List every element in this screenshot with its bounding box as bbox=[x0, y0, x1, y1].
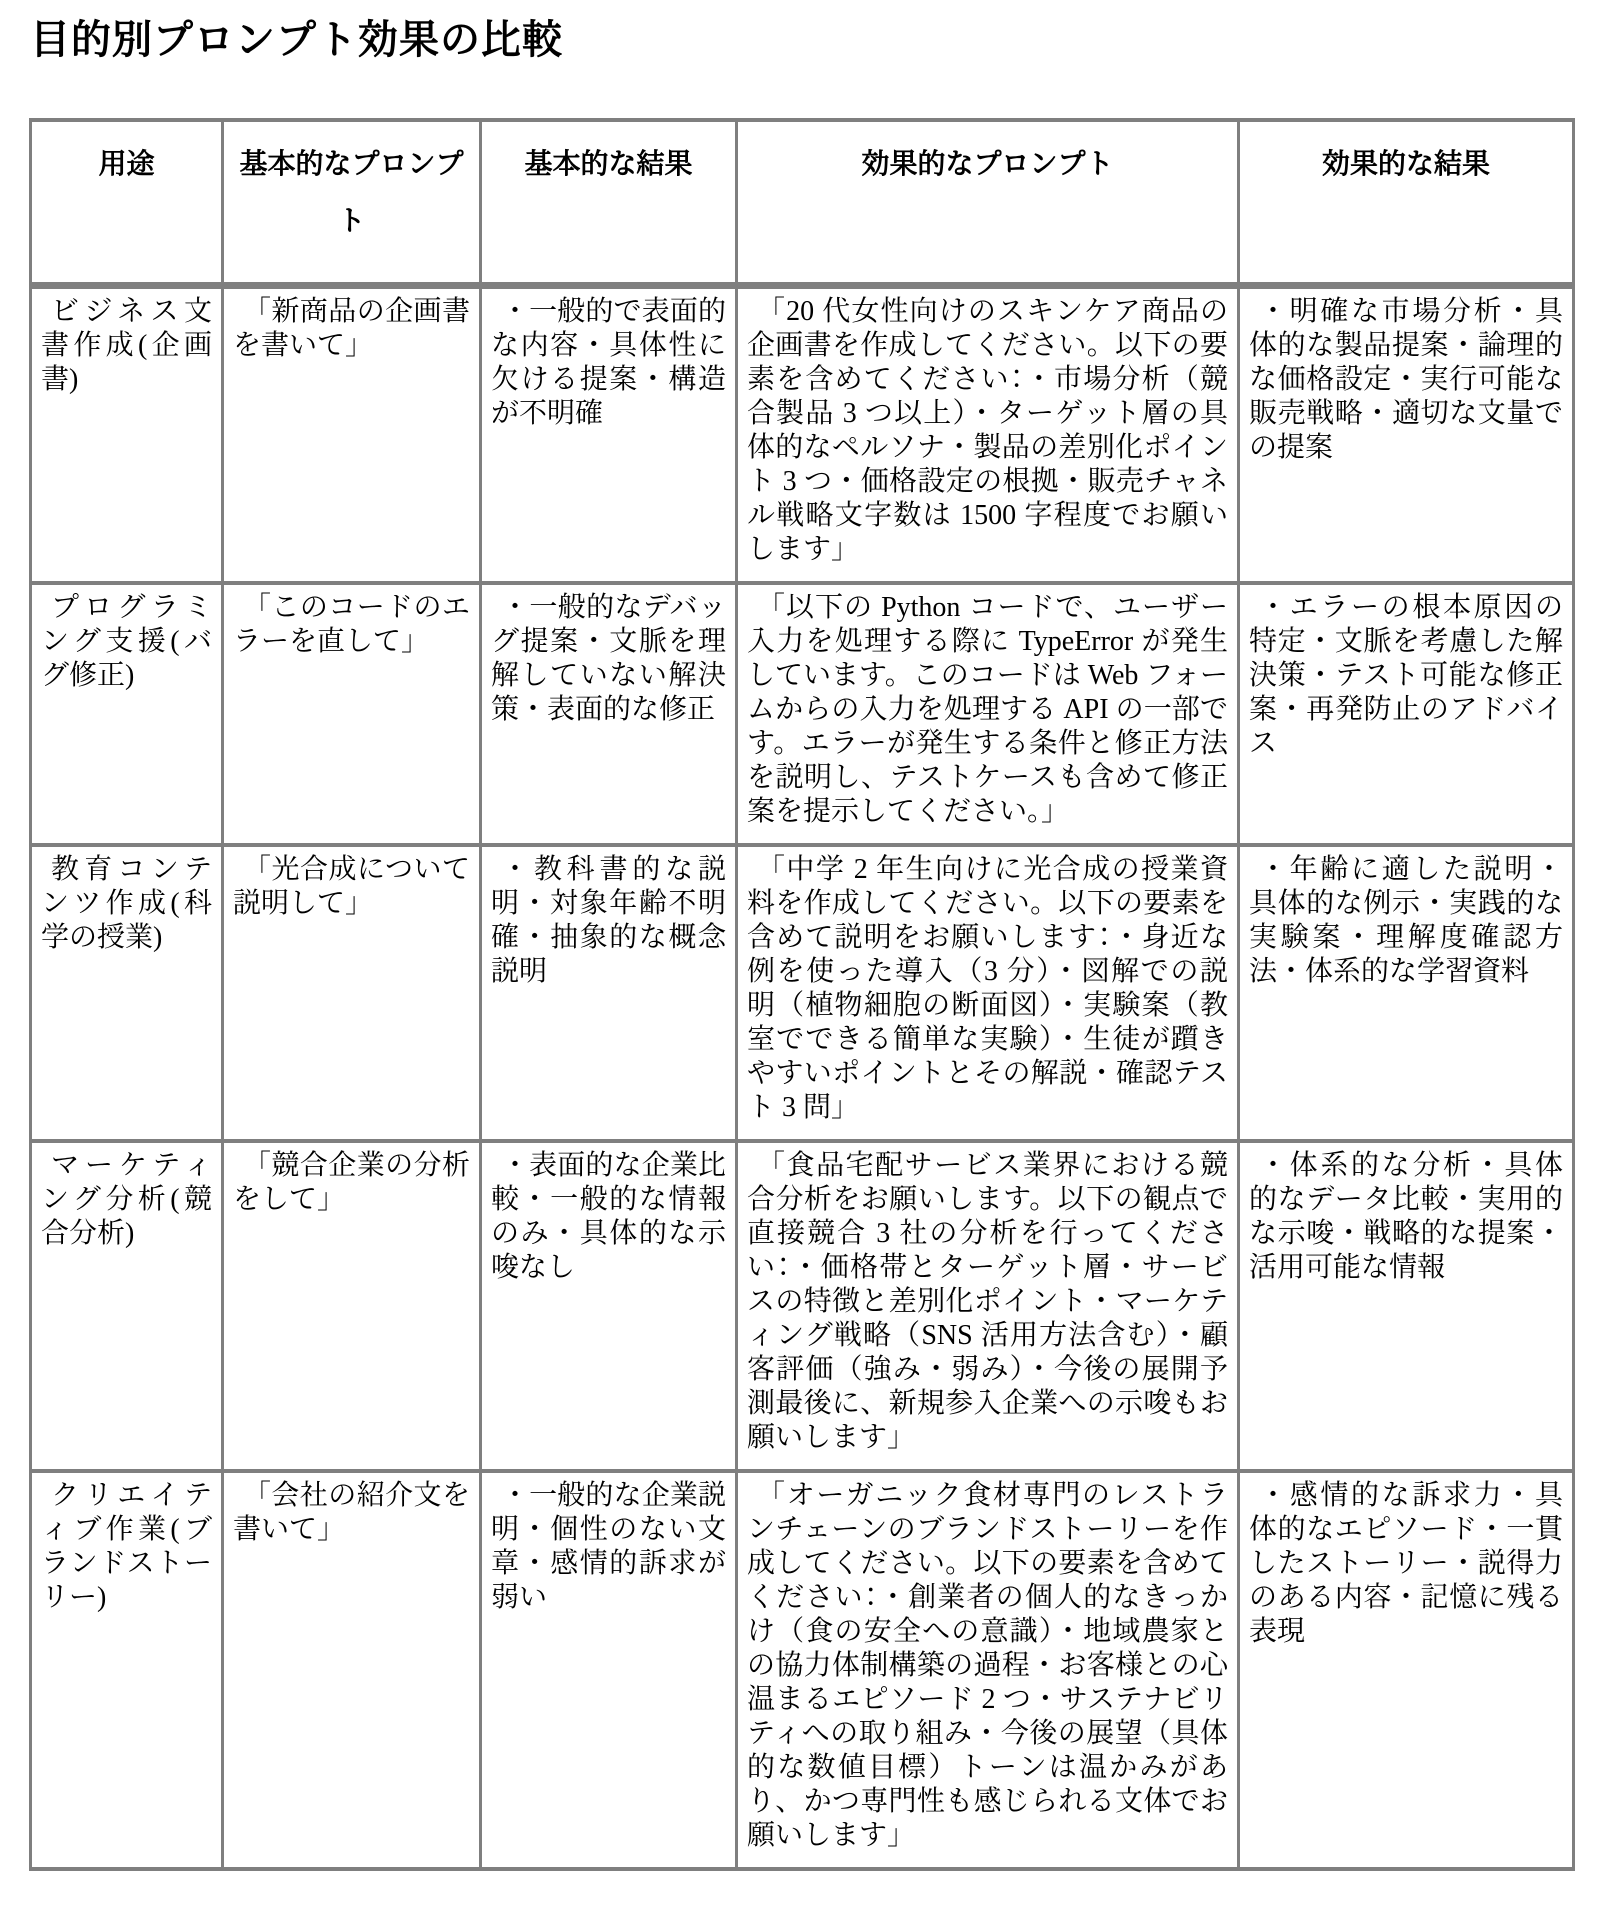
row-use: クリエイティブ作業(ブランドストーリー) bbox=[31, 1471, 223, 1869]
row-basic-result: ・表面的な企業比較・一般的な情報のみ・具体的な示唆なし bbox=[481, 1141, 737, 1471]
row-use: プログラミング支援(バグ修正) bbox=[31, 583, 223, 845]
table-row bbox=[31, 285, 1574, 583]
row-effective-result: ・年齢に適した説明・具体的な例示・実践的な実験案・理解度確認方法・体系的な学習資料 bbox=[1239, 845, 1574, 1141]
row-effective-prompt: 「オーガニック食材専門のレストランチェーンのブランドストーリーを作成してください。以下の要素を含めてください：・創業者の個人的なきっかけ（食の安全への意識）・地域農家との協力体制構築の過程・お客様との心温まるエピソード 2 つ・サステナビリティへの取り組み・今後の展望（具体的な数値目標）トーンは温かみがあり、かつ専門性も感じられる文体でお願いします」 bbox=[737, 1471, 1239, 1869]
table-body bbox=[31, 285, 1574, 1869]
row-basic-prompt: 「光合成について説明して」 bbox=[223, 845, 481, 1141]
row-basic-result: ・一般的なデバッグ提案・文脈を理解していない解決策・表面的な修正 bbox=[481, 583, 737, 845]
col-header-effective-result: 効果的な結果 bbox=[1239, 120, 1574, 285]
row-effective-prompt: 「20 代女性向けのスキンケア商品の企画書を作成してください。以下の要素を含めてください：・市場分析（競合製品 3 つ以上）・ターゲット層の具体的なペルソナ・製品の差別化ポイント 3 つ・価格設定の根拠・販売チャネル戦略文字数は 1500 字程度でお願いします」 bbox=[737, 285, 1239, 583]
row-basic-prompt: 「競合企業の分析をして」 bbox=[223, 1141, 481, 1471]
row-basic-result: ・一般的な企業説明・個性のない文章・感情的訴求が弱い bbox=[481, 1471, 737, 1869]
row-use: マーケティング分析(競合分析) bbox=[31, 1141, 223, 1471]
table-row bbox=[31, 1141, 1574, 1471]
row-use: 教育コンテンツ作成(科学の授業) bbox=[31, 845, 223, 1141]
row-basic-prompt: 「新商品の企画書を書いて」 bbox=[223, 285, 481, 583]
row-effective-result: ・エラーの根本原因の特定・文脈を考慮した解決策・テスト可能な修正案・再発防止のアドバイス bbox=[1239, 583, 1574, 845]
row-basic-prompt: 「このコードのエラーを直して」 bbox=[223, 583, 481, 845]
row-effective-prompt: 「食品宅配サービス業界における競合分析をお願いします。以下の観点で直接競合 3 社の分析を行ってください：・価格帯とターゲット層・サービスの特徴と差別化ポイント・マーケティング戦略（SNS 活用方法含む）・顧客評価（強み・弱み）・今後の展開予測最後に、新規参入企業への示唆もお願いします」 bbox=[737, 1141, 1239, 1471]
table-row bbox=[31, 1471, 1574, 1869]
col-header-basic-result: 基本的な結果 bbox=[481, 120, 737, 285]
row-basic-prompt: 「会社の紹介文を書いて」 bbox=[223, 1471, 481, 1869]
col-header-use: 用途 bbox=[31, 120, 223, 285]
page-title: 目的別プロンプト効果の比較 bbox=[30, 17, 563, 62]
row-effective-result: ・感情的な訴求力・具体的なエピソード・一貫したストーリー・説得力のある内容・記憶に残る表現 bbox=[1239, 1471, 1574, 1869]
col-header-basic-prompt: 基本的なプロンプト bbox=[223, 120, 481, 285]
header-row bbox=[31, 120, 1574, 285]
row-effective-prompt: 「以下の Python コードで、ユーザー入力を処理する際に TypeError が発生しています。このコードは Web フォームからの入力を処理する API の一部です。エラーが発生する条件と修正方法を説明し、テストケースも含めて修正案を提示してください。」 bbox=[737, 583, 1239, 845]
row-use: ビジネス文書作成(企画書) bbox=[31, 285, 223, 583]
row-effective-result: ・体系的な分析・具体的なデータ比較・実用的な示唆・戦略的な提案・活用可能な情報 bbox=[1239, 1141, 1574, 1471]
row-effective-result: ・明確な市場分析・具体的な製品提案・論理的な価格設定・実行可能な販売戦略・適切な文量での提案 bbox=[1239, 285, 1574, 583]
table-row bbox=[31, 583, 1574, 845]
row-basic-result: ・教科書的な説明・対象年齢不明確・抽象的な概念説明 bbox=[481, 845, 737, 1141]
row-basic-result: ・一般的で表面的な内容・具体性に欠ける提案・構造が不明確 bbox=[481, 285, 737, 583]
row-effective-prompt: 「中学 2 年生向けに光合成の授業資料を作成してください。以下の要素を含めて説明をお願いします：・身近な例を使った導入（3 分）・図解での説明（植物細胞の断面図）・実験案（教室でできる簡単な実験）・生徒が躓きやすいポイントとその解説・確認テスト 3 問」 bbox=[737, 845, 1239, 1141]
comparison-table bbox=[29, 118, 1575, 1871]
table-row bbox=[31, 845, 1574, 1141]
col-header-effective-prompt: 効果的なプロンプト bbox=[737, 120, 1239, 285]
